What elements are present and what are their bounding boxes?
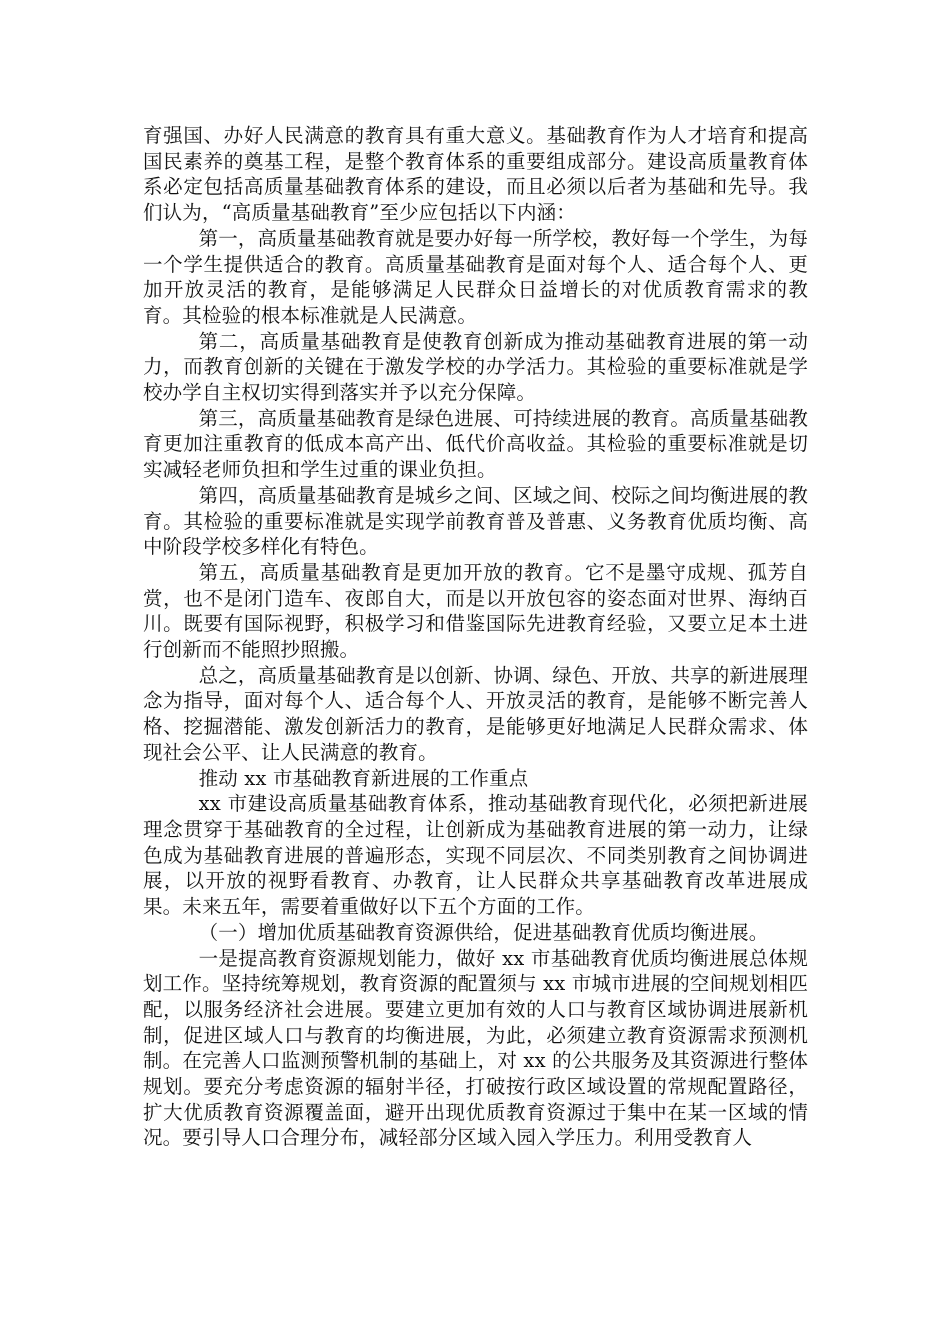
paragraph-point-4: 第四，高质量基础教育是城乡之间、区域之间、校际之间均衡进展的教育。其检验的重要标准就是实现学前教育普及普惠、义务教育优质均衡、高中阶段学校多样化有特色。 — [143, 483, 808, 559]
paragraph-item-1: 一是提高教育资源规划能力，做好 xx 市基础教育优质均衡进展总体规划工作。坚持统筹规划，教育资源的配置须与 xx 市城市进展的空间规划相匹配，以服务经济社会进展。要建立更加有效的人口与教育区域协调进展新机制，促进区域人口与教育的均衡进展，为此，必须建立教育资源需求预测机制。在完善人口监测预警机制的基础上，对 xx 的公共服务及其资源进行整体规划。要充分考虑资源的辐射半径，打破按行政区域设置的常规配置路径，扩大优质教育资源覆盖面，避开出现优质教育资源过于集中在某一区域的情况。要引导人口合理分布，减轻部分区域入园入学压力。利用受教育人 — [143, 946, 808, 1150]
paragraph-point-5: 第五，高质量基础教育是更加开放的教育。它不是墨守成规、孤芳自赏，也不是闭门造车、夜郎自大，而是以开放包容的姿态面对世界、海纳百川。既要有国际视野，积极学习和借鉴国际先进教育经验，又要立足本土进行创新而不能照抄照搬。 — [143, 560, 808, 662]
paragraph-point-3: 第三，高质量基础教育是绿色进展、可持续进展的教育。高质量基础教育更加注重教育的低成本高产出、低代价高收益。其检验的重要标准就是切实减轻老师负担和学生过重的课业负担。 — [143, 406, 808, 482]
subsection-heading: （一）增加优质基础教育资源供给，促进基础教育优质均衡进展。 — [198, 920, 769, 944]
paragraph-summary: 总之，高质量基础教育是以创新、协调、绿色、开放、共享的新进展理念为指导，面对每个人、适合每个人、开放灵活的教育，是能够不断完善人格、挖掘潜能、激发创新活力的教育，是能够更好地满足人民群众需求、体现社会公平、让人民满意的教育。 — [143, 663, 808, 764]
paragraph-point-2: 第二，高质量基础教育是使教育创新成为推动基础教育进展的第一动力，而教育创新的关键在于激发学校的办学活力。其检验的重要标准就是学校办学自主权切实得到落实并予以充分保障。 — [143, 329, 808, 405]
paragraph-point-1: 第一，高质量基础教育就是要办好每一所学校，教好每一个学生，为每一个学生提供适合的教育。高质量基础教育是面对每个人、适合每个人、更加开放灵活的教育，是能够满足人民群众日益增长的对优质教育需求的教育。其检验的根本标准就是人民满意。 — [143, 226, 808, 327]
document-body — [143, 123, 808, 1151]
paragraph-intro: 育强国、办好人民满意的教育具有重大意义。基础教育作为人才培育和提高国民素养的奠基工程，是整个教育体系的重要组成部分。建设高质量教育体系必定包括高质量基础教育体系的建设，而且必须以后者为基础和先导。我们认为，“高质量基础教育”至少应包括以下内涵： — [143, 124, 808, 225]
section-heading: 推动 xx 市基础教育新进展的工作重点 — [198, 766, 529, 790]
paragraph-section-intro: xx 市建设高质量基础教育体系，推动基础教育现代化，必须把新进展理念贯穿于基础教育的全过程，让创新成为基础教育进展的第一动力，让绿色成为基础教育进展的普遍形态，实现不同层次、不同类别教育之间协调进展，以开放的视野看教育、办教育，让人民群众共享基础教育改革进展成果。未来五年，需要着重做好以下五个方面的工作。 — [143, 792, 808, 919]
